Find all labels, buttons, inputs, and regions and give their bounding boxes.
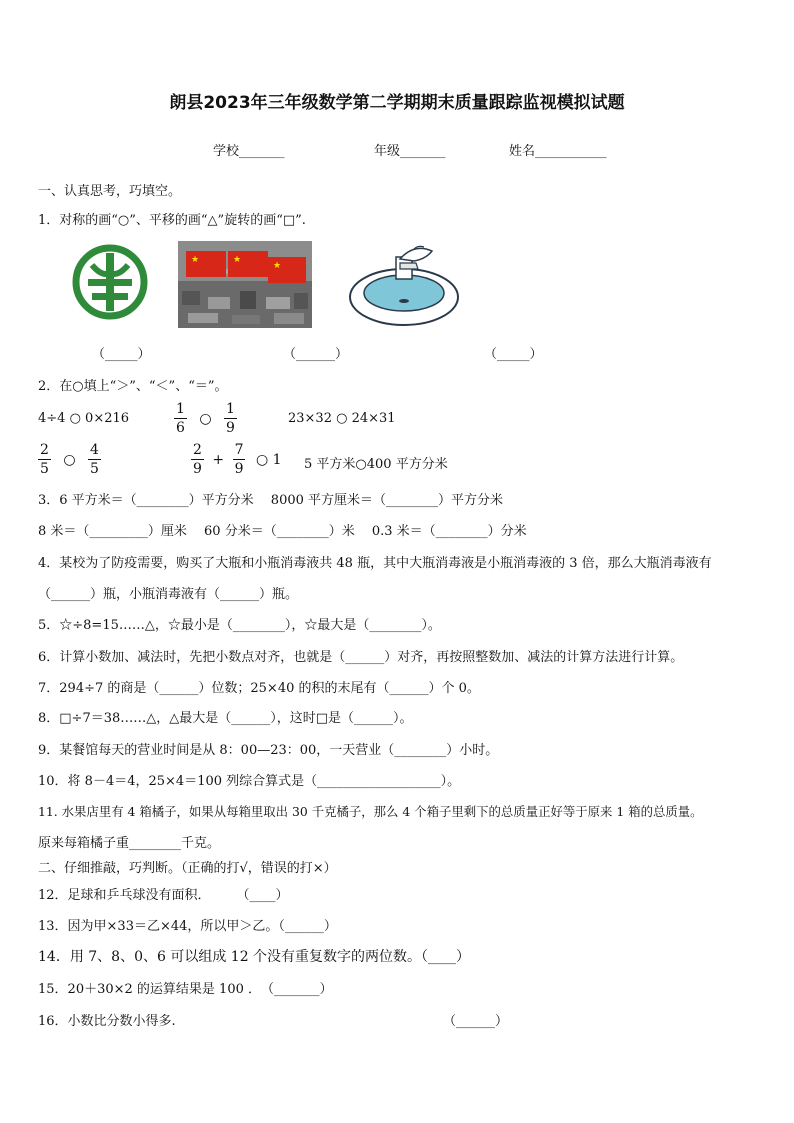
question-16: 16．小数比分数小得多.: [38, 1014, 176, 1029]
question-3-line-1: 3．6 平方米＝（________）平方分米 8000 平方厘米＝（________）平方分米: [38, 493, 504, 508]
question-6: 6．计算小数加、减法时，先把小数点对齐，也就是（______）对齐，再按照整数加、减法的计算方法进行计算。: [38, 650, 684, 665]
question-9: 9．某餐馆每天的营业时间是从 8：00—23：00，一天营业（________）小时。: [38, 743, 499, 758]
bank-logo-image: [62, 243, 158, 321]
q2-item-f: 5 平方米○400 平方分米: [304, 457, 448, 472]
q2-item-a: 4÷4 ○ 0×216: [38, 411, 130, 426]
q2-item-e: $\frac{2}{9}$ + $\frac{7}{9}$ ○ 1: [193, 442, 282, 477]
q2-item-d: $\frac{2}{5}$ ○ $\frac{4}{5}$: [40, 442, 99, 477]
question-12: 12．足球和乒乓球没有面积． （____）: [38, 888, 289, 903]
question-8: 8．□÷7＝38……△，△最大是（______），这时□是（______）。: [38, 711, 413, 726]
svg-text:★: ★: [273, 261, 282, 271]
question-14: 14．用 7、8、0、6 可以组成 12 个没有重复数字的两位数。（____）: [38, 949, 471, 965]
question-3-line-2: 8 米＝（_________）厘米 60 分米＝（________）米 0.3 米＝（________）分米: [38, 524, 527, 539]
q16-blank[interactable]: （______）: [443, 1014, 509, 1029]
question-15: 15．20＋30×2 的运算结果是 100 ． （_______）: [38, 982, 333, 997]
question-1: 1．对称的画“○”、平移的画“△”旋转的画“□”.: [38, 213, 306, 228]
q2-item-b: $\frac{1}{6}$ ○ $\frac{1}{9}$: [176, 401, 235, 436]
svg-text:★: ★: [233, 255, 242, 265]
section-2-heading: 二、仔细推敲，巧判断。（正确的打√，错误的打×）: [38, 861, 337, 876]
section-1-heading: 一、认真思考，巧填空。: [38, 184, 182, 199]
question-7: 7．294÷7 的商是（______）位数；25×40 的积的末尾有（______）个 0。: [38, 681, 480, 696]
question-4-line-1: 4．某校为了防疫需要，购买了大瓶和小瓶消毒液共 48 瓶，其中大瓶消毒液是小瓶消毒液的 3 倍，那么大瓶消毒液有: [38, 556, 712, 571]
question-11-line-2: 原来每箱橘子重________千克。: [38, 836, 221, 851]
grade-field[interactable]: 年级_______: [374, 144, 446, 159]
faucet-basin-image: [344, 241, 462, 329]
question-2: 2．在○填上“＞”、“＜”、“＝”。: [38, 379, 228, 394]
question-11-line-1: 11. 水果店里有 4 箱橘子，如果从每箱里取出 30 千克橘子，那么 4 个箱子里剩下的总质量正好等于原来 1 箱的总质量。: [38, 804, 703, 819]
question-10: 10．将 8－4＝4，25×4＝100 列综合算式是（___________________）。: [38, 774, 461, 789]
flags-crowd-image: [178, 241, 312, 328]
svg-text:★: ★: [191, 255, 200, 265]
q1-blank-1[interactable]: （_____）: [92, 347, 151, 362]
name-field[interactable]: 姓名___________: [509, 144, 607, 159]
q1-blank-3[interactable]: （_____）: [484, 347, 543, 362]
school-field[interactable]: 学校_______: [213, 144, 285, 159]
question-5: 5．☆÷8=15……△，☆最小是（________），☆最大是（________）。: [38, 618, 441, 633]
q1-blank-2[interactable]: （______）: [283, 347, 349, 362]
q2-item-c: 23×32 ○ 24×31: [288, 411, 396, 426]
question-13: 13．因为甲×33＝乙×44，所以甲＞乙。（______）: [38, 919, 337, 934]
page-title: 朗县2023年三年级数学第二学期期末质量跟踪监视模拟试题: [169, 93, 625, 113]
question-4-line-2: （______）瓶，小瓶消毒液有（______）瓶。: [38, 587, 299, 602]
